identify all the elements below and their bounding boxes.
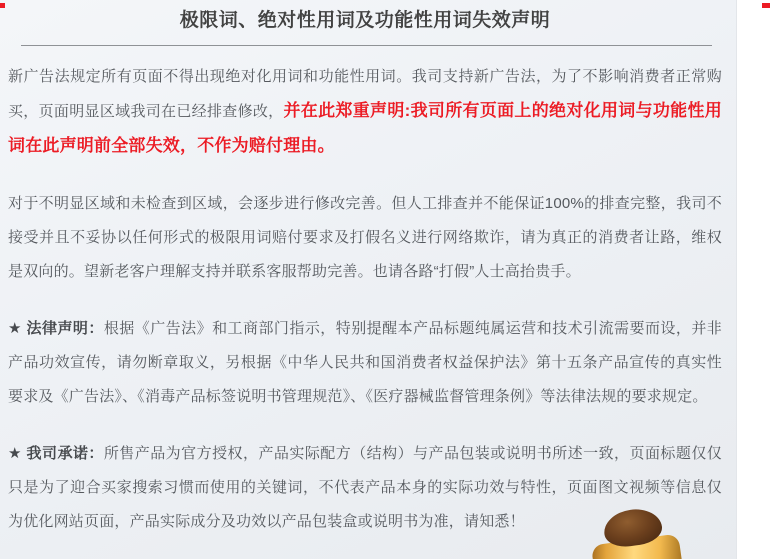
legal-notice-label: ★ 法律声明： [8, 320, 104, 337]
company-promise-text: 所售产品为官方授权，产品实际配方（结构）与产品包装或说明书所述一致，页面标题仅仅只是为了迎合买家搜索习惯而使用的关键词，不代表产品本身的实际功效与特性，页面图文视频等信息仅为优化网站页面，产品实际成分及功效以产品包装盒或说明书为准，请知悉！ [8, 445, 722, 530]
announcement-red-text: 并在此郑重声明:我司所有页面上的绝对化用词与功能性用词在此声明前全部失效，不作为赔付理由。 [8, 101, 722, 155]
paragraph-legal-notice [8, 312, 722, 414]
legal-notice-text: 根据《广告法》和工商部门指示，特别提醒本产品标题纯属运营和技术引流需要而设，并非产品功效宣传，请勿断章取义，另根据《中华人民共和国消费者权益保护法》第十五条产品宣传的真实性要求及《广告法》、《消毒产品标签说明书管理规范》、《医疗器械监督管理条例》等法律法规的要求规定。 [8, 320, 722, 405]
red-edge-mark-right [762, 3, 770, 8]
company-promise-label: ★ 我司承诺： [8, 445, 104, 462]
red-edge-mark-left [0, 3, 5, 8]
disclaimer-text: 对于不明显区域和未检查到区域，会逐步进行修改完善。但人工排查并不能保证100%的排查完整，我司不接受并且不妥协以任何形式的极限用词赔付要求及打假名义进行网络欺诈，请为真正的消费者让路，维权是双向的。望新老客户理解支持并联系客服帮助完善。也请各路“打假”人士高抬贵手。 [8, 195, 722, 280]
title-divider [21, 45, 712, 46]
paragraph-disclaimer [8, 187, 722, 289]
paragraph-announcement [8, 60, 722, 164]
announcement-text: 新广告法规定所有页面不得出现绝对化用词和功能性用词。我司支持新广告法，为了不影响消费者正常购买，页面明显区域我司在已经排查修改， [8, 68, 722, 120]
page-title: 极限词、绝对性用词及功能性用词失效声明 [179, 10, 551, 31]
